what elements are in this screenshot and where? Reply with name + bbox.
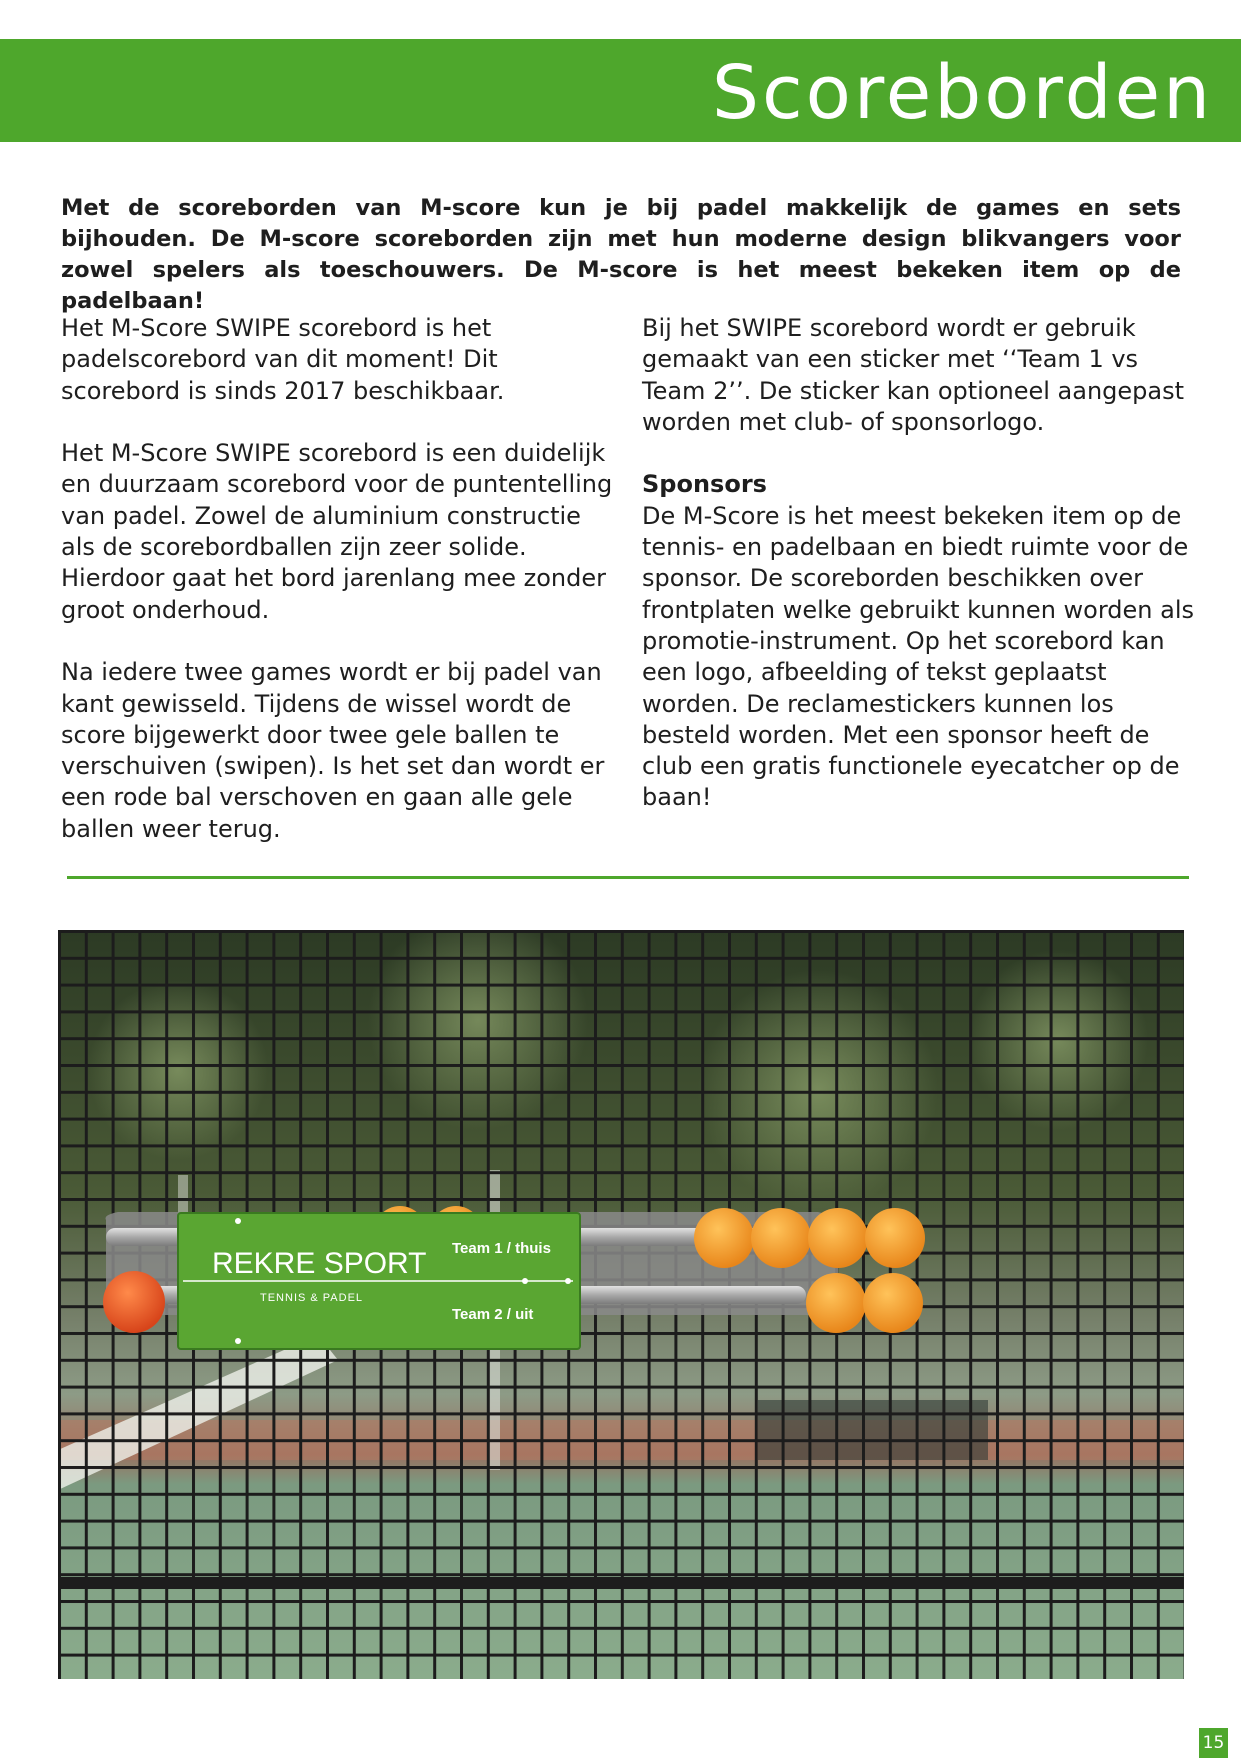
sign-subtitle: TENNIS & PADEL: [260, 1292, 364, 1304]
scoreboard-photo: [58, 930, 1184, 1679]
right-paragraph-2: De M-Score is het meest bekeken item op de tennis- en padelbaan en biedt ruimte voor de sponsor. De scoreborden beschikken over frontplaten welke gebruikt kunnen worden als promotie-instrument. Op het scorebord kan een logo, afbeelding of tekst geplaatst worden. De reclamestickers kunnen los besteld worden. Met een sponsor heeft de club een gratis functionele eyecatcher op de baan!: [642, 501, 1195, 812]
section-divider: [67, 876, 1189, 879]
intro-paragraph: Met de scoreborden van M-score kun je bij padel makkelijk de games en sets bijhouden. De M-score scoreborden zijn met hun moderne design blikvangers voor zowel spelers als toeschouwers. De M-score is het meest bekeken item op de padelbaan!: [61, 195, 1181, 314]
right-paragraph-1: Bij het SWIPE scorebord wordt er gebruik gemaakt van een sticker met ‘‘Team 1 vs Team 2’’. De sticker kan optioneel aangepast worden met club- of sponsorlogo.: [642, 314, 1185, 436]
sign-team2: Team 2 / uit: [452, 1306, 534, 1323]
sponsors-heading: Sponsors: [642, 470, 767, 499]
left-paragraph-1: Het M-Score SWIPE scorebord is het padelscorebord van dit moment! Dit scorebord is sinds 2017 beschikbaar.: [61, 314, 505, 405]
page-number: 15: [1199, 1728, 1228, 1758]
sign-team1: Team 1 / thuis: [452, 1240, 551, 1257]
left-column: [61, 313, 621, 876]
left-paragraph-2: Het M-Score SWIPE scorebord is een duidelijk en duurzaam scorebord voor de puntentelling van padel. Zowel de aluminium constructie als de scorebordballen zijn zeer solide. Hierdoor gaat het bord jarenlang mee zonder groot onderhoud.: [61, 439, 613, 624]
page-title: Scoreborden: [711, 50, 1213, 136]
sign-brand: REKRE SPORT: [212, 1247, 427, 1280]
right-column: [642, 313, 1202, 845]
left-paragraph-3: Na iedere twee games wordt er bij padel van kant gewisseld. Tijdens de wissel wordt de score bijgewerkt door twee gele ballen te verschuiven (swipen). Is het set dan wordt er een rode bal verschoven en gaan alle gele ballen weer terug.: [61, 658, 605, 843]
